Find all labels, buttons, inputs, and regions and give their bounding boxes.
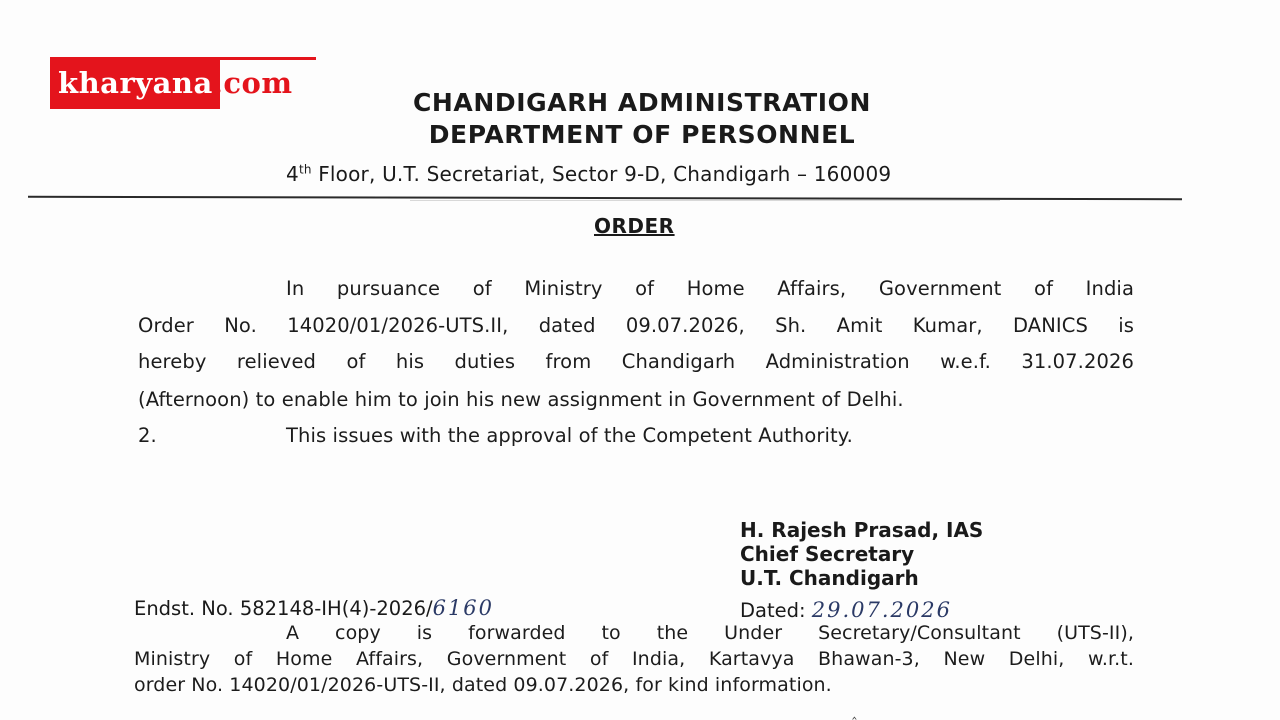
endorsement-number: Endst. No. 582148-IH(4)-2026/6160 (134, 596, 495, 620)
header-divider-shadow (410, 200, 1000, 201)
endorsement-date: Dated: 29.07.2026 (740, 598, 953, 622)
order-paragraph-line: (Afternoon) to enable him to join his new assignment in Government of Delhi. (138, 388, 904, 411)
copy-forward-line: Ministry of Home Affairs, Government of India, Kartavya Bhawan-3, New Delhi, w.r.t. (134, 648, 1134, 670)
logo-text-part2: .com (212, 66, 293, 100)
signatory-place: U.T. Chandigarh (740, 566, 919, 590)
header-address: 4th Floor, U.T. Secretariat, Sector 9-D, Chandigarh – 160009 (286, 162, 892, 186)
handwritten-date: 29.07.2026 (811, 598, 953, 622)
signatory-name: H. Rajesh Prasad, IAS (740, 518, 984, 542)
paragraph-number: 2. (138, 424, 157, 447)
order-paragraph-line: hereby relieved of his duties from Chandigarh Administration w.e.f. 31.07.2026 (138, 350, 1134, 373)
order-paragraph-line: Order No. 14020/01/2026-UTS.II, dated 09.07.2026, Sh. Amit Kumar, DANICS is (138, 314, 1134, 337)
copy-forward-line: A copy is forwarded to the Under Secretary/Consultant (UTS-II), (286, 622, 1134, 644)
header-department: DEPARTMENT OF PERSONNEL (428, 120, 856, 149)
logo-text-part1: kharyana (58, 66, 213, 100)
pen-mark: ‸ (852, 704, 857, 720)
handwritten-endorsement-number: 6160 (432, 596, 495, 620)
order-title: ORDER (594, 214, 675, 238)
order-paragraph-2: This issues with the approval of the Competent Authority. (286, 424, 853, 447)
header-organization: CHANDIGARH ADMINISTRATION (412, 88, 872, 117)
order-paragraph-line: In pursuance of Ministry of Home Affairs, Government of India (286, 277, 1134, 300)
copy-forward-line: order No. 14020/01/2026-UTS-II, dated 09.07.2026, for kind information. (134, 674, 832, 696)
signatory-designation: Chief Secretary (740, 542, 915, 566)
